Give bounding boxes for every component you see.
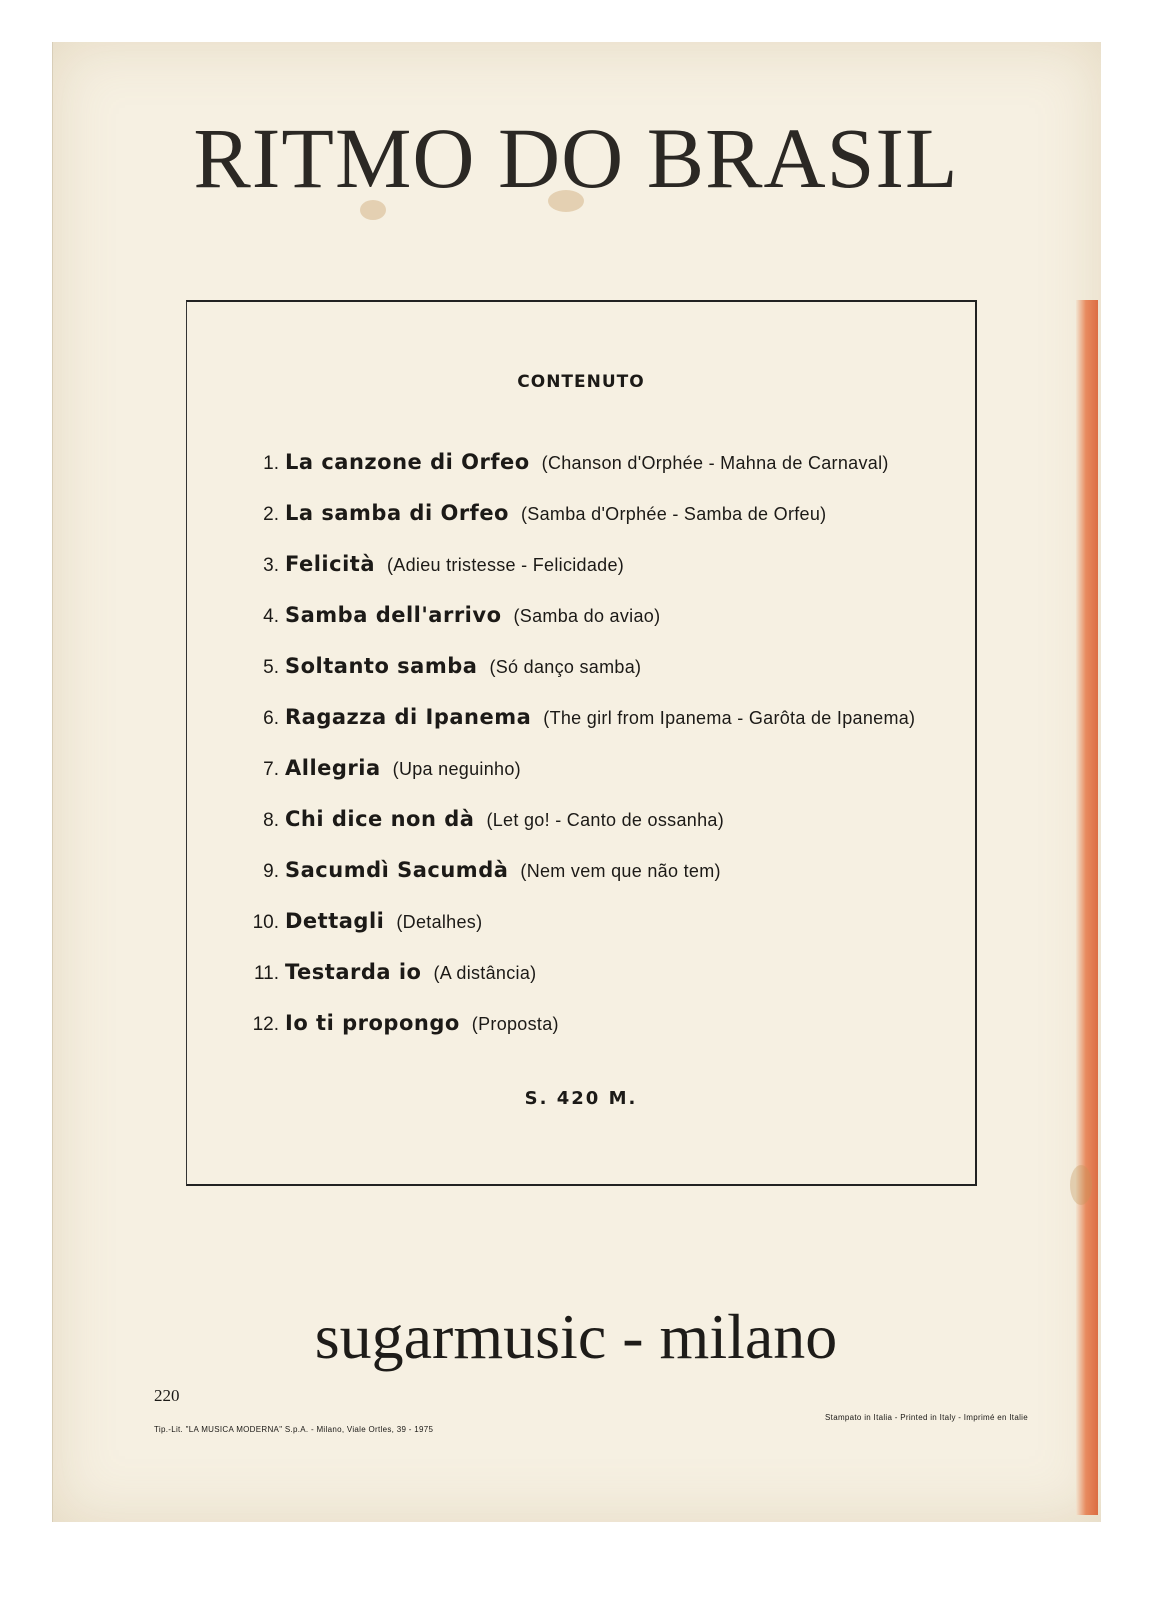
printed-in-line: Stampato in Italia - Printed in Italy - Imprimé en Italie [825, 1413, 1028, 1422]
toc-title: Chi dice non dà [285, 807, 475, 831]
toc-title: Io ti propongo [285, 1011, 460, 1035]
page-title: RITMO DO BRASIL [193, 110, 959, 206]
paper-stain [1070, 1165, 1092, 1205]
toc-number: 11. [253, 963, 279, 984]
toc-item [187, 1011, 975, 1062]
toc-title: Soltanto samba [285, 654, 478, 678]
toc-original-title: (Samba d'Orphée - Samba de Orfeu) [521, 504, 827, 524]
toc-original-title: (Samba do aviao) [513, 606, 661, 626]
toc-title: Ragazza di Ipanema [285, 705, 532, 729]
publisher-name: sugarmusic - milano [314, 1301, 838, 1372]
toc-item [187, 756, 975, 807]
toc-original-title: (Nem vem que não tem) [520, 861, 721, 881]
toc-item [187, 705, 975, 756]
toc-original-title: (Só danço samba) [489, 657, 642, 677]
page-number: 220 [154, 1386, 180, 1405]
toc-number: 4. [263, 606, 279, 627]
toc-item [187, 807, 975, 858]
toc-item [187, 552, 975, 603]
toc-title: Dettagli [285, 909, 385, 933]
catalog-number: S. 420 M. [524, 1088, 638, 1109]
toc-item [187, 654, 975, 705]
toc-number: 8. [263, 810, 279, 831]
toc-original-title: (Let go! - Canto de ossanha) [486, 810, 724, 830]
toc-item [187, 450, 975, 501]
toc-item [187, 909, 975, 960]
toc-number: 10. [252, 912, 279, 933]
toc-number: 1. [263, 453, 279, 474]
toc-title: Allegria [285, 756, 381, 780]
toc-original-title: (The girl from Ipanema - Garôta de Ipanema) [543, 708, 916, 728]
toc-title: Samba dell'arrivo [285, 603, 502, 627]
toc-original-title: (Detalhes) [396, 912, 483, 932]
contents-heading: CONTENUTO [517, 372, 645, 392]
toc-title: Sacumdì Sacumdà [285, 858, 509, 882]
toc-list [187, 450, 975, 1062]
toc-number: 9. [263, 861, 279, 882]
toc-title: La samba di Orfeo [285, 501, 509, 525]
toc-original-title: (A distância) [433, 963, 537, 983]
printer-line: Tip.-Lit. "LA MUSICA MODERNA" S.p.A. - Milano, Viale Ortles, 39 - 1975 [154, 1425, 434, 1434]
toc-number: 12. [252, 1014, 279, 1035]
toc-original-title: (Proposta) [471, 1014, 559, 1034]
toc-number: 2. [263, 504, 279, 525]
toc-title: Felicità [285, 552, 375, 576]
toc-number: 5. [263, 657, 279, 678]
toc-item [187, 501, 975, 552]
toc-item [187, 603, 975, 654]
toc-number: 7. [263, 759, 279, 780]
toc-title: La canzone di Orfeo [285, 450, 530, 474]
toc-title: Testarda io [285, 960, 422, 984]
toc-item [187, 858, 975, 909]
toc-number: 3. [263, 555, 279, 576]
toc-original-title: (Upa neguinho) [392, 759, 521, 779]
contents-box [186, 300, 977, 1186]
toc-original-title: (Chanson d'Orphée - Mahna de Carnaval) [541, 453, 889, 473]
toc-number: 6. [263, 708, 279, 729]
toc-item [187, 960, 975, 1011]
toc-original-title: (Adieu tristesse - Felicidade) [387, 555, 625, 575]
